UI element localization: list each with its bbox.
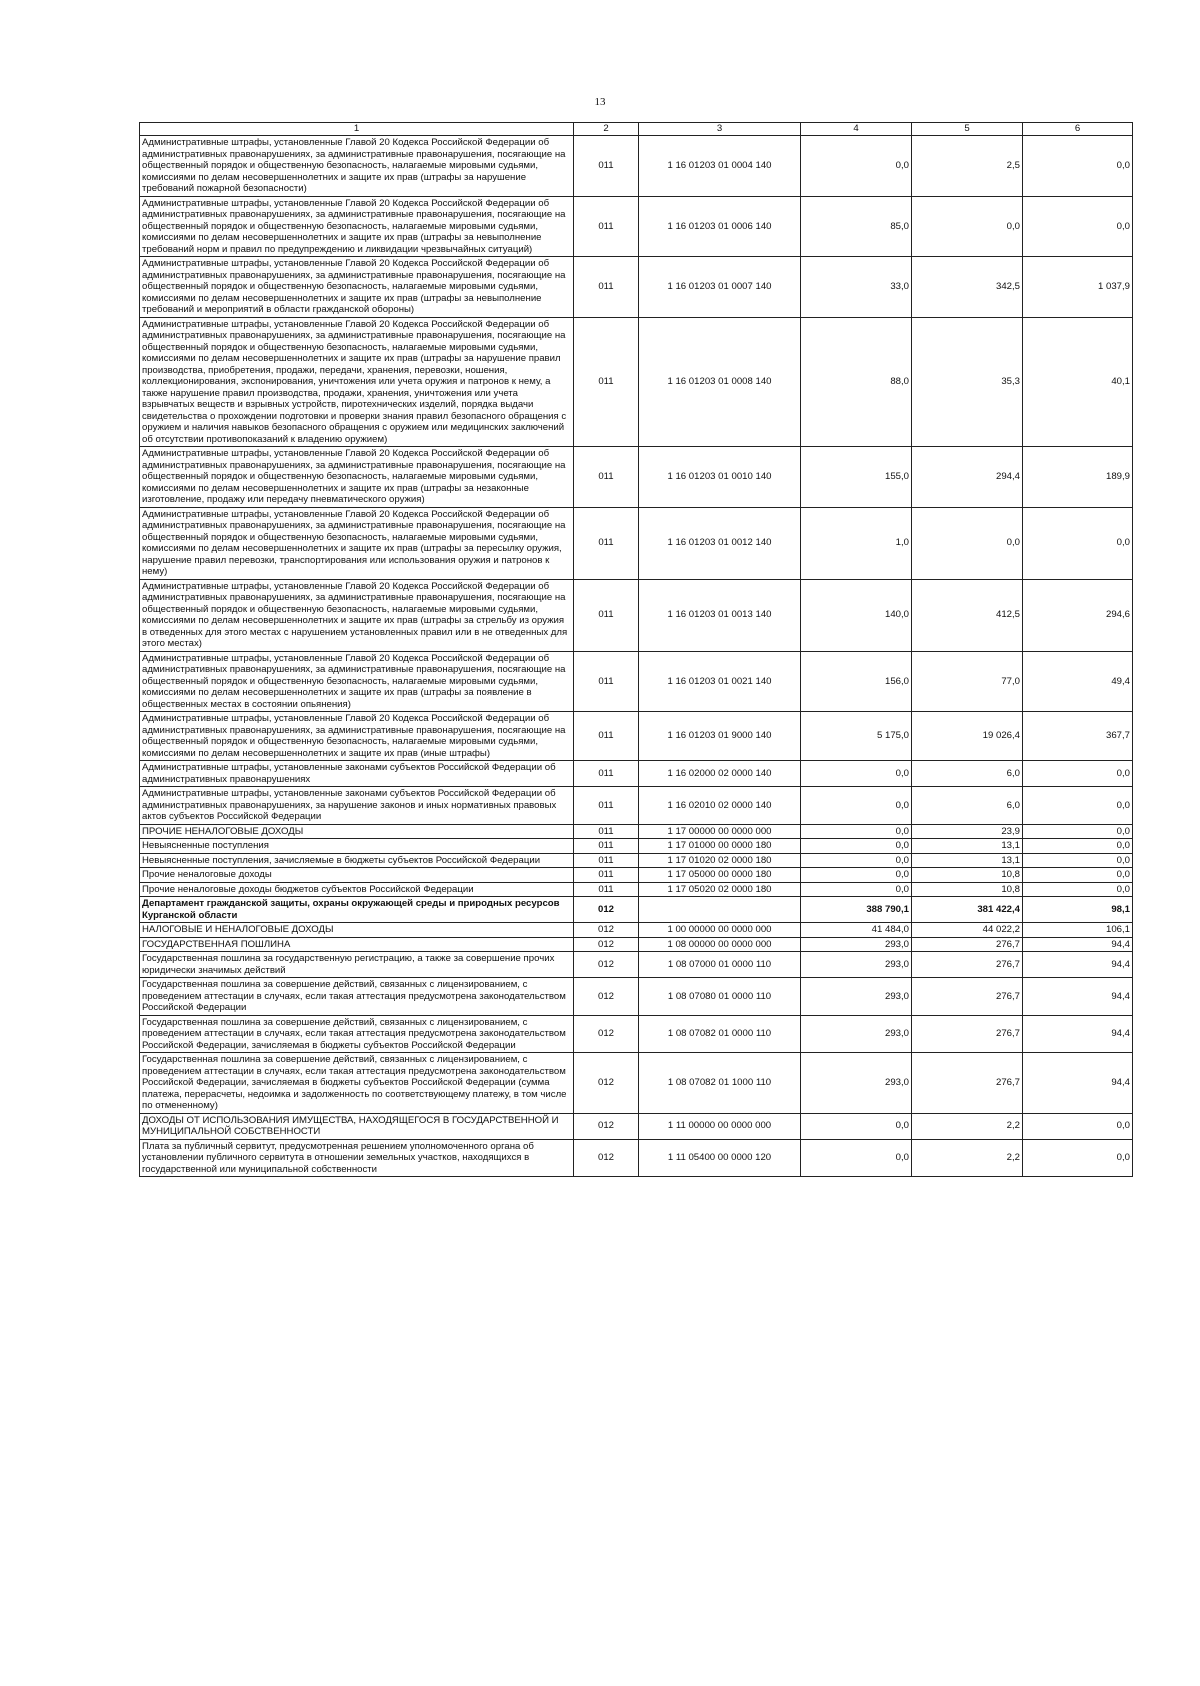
row-name: НАЛОГОВЫЕ И НЕНАЛОГОВЫЕ ДОХОДЫ [140,923,574,938]
header-row [140,123,1133,136]
row-name: Плата за публичный сервитут, предусмотренная решением уполномоченного органа об установлении публичного сервитута в отношении земельных участков, находящихся в государственной или муниципальной собственности [140,1139,574,1177]
table-body [140,136,1133,1177]
row-budget-code: 1 17 01020 02 0000 180 [639,853,801,868]
row-budget-code: 1 16 01203 01 9000 140 [639,712,801,761]
header-col-6: 6 [1023,123,1133,136]
row-admin-code: 011 [574,257,639,318]
header-col-5: 5 [912,123,1023,136]
table-row [140,1139,1133,1177]
row-value-col6: 367,7 [1023,712,1133,761]
table-row [140,839,1133,854]
row-name: Административные штрафы, установленные Главой 20 Кодекса Российской Федерации об административных правонарушениях, за административные правонарушения, посягающие на общественный порядок и общественную безопасность, налагаемые мировыми судьями, комиссиями по делам несовершеннолетних и защите их прав (штрафы за нарушение правил производства, приобретения, продажи, передачи, хранения, перевозки, ношения, коллекционирования, экспонирования, уничтожения или учета оружия и патронов к нему, а также нарушение правил производства, продажи, хранения, уничтожения или учета взрывчатых веществ и взрывных устройств, пиротехнических изделий, порядка выдачи свидетельства о прохождении подготовки и проверки знания правил безопасного обращения с оружием и наличия навыков безопасного обращения с оружием или медицинских заключений об отсутствии противопоказаний к владению оружием) [140,317,574,447]
row-budget-code: 1 16 01203 01 0010 140 [639,447,801,508]
table-row [140,1113,1133,1139]
row-budget-code: 1 17 05000 00 0000 180 [639,868,801,883]
row-admin-code: 012 [574,1015,639,1053]
row-value-col6: 0,0 [1023,839,1133,854]
row-value-col5: 412,5 [912,579,1023,651]
row-value-col5: 381 422,4 [912,897,1023,923]
row-admin-code: 012 [574,978,639,1016]
row-value-col6: 94,4 [1023,1015,1133,1053]
row-admin-code: 011 [574,447,639,508]
header-col-4: 4 [801,123,912,136]
row-value-col4: 293,0 [801,1053,912,1114]
row-value-col4: 0,0 [801,1139,912,1177]
table-row [140,923,1133,938]
table-row [140,507,1133,579]
row-name: Невыясненные поступления, зачисляемые в бюджеты субъектов Российской Федерации [140,853,574,868]
row-name: Государственная пошлина за совершение действий, связанных с лицензированием, с проведением аттестации в случаях, если такая аттестация предусмотрена законодательством Российской Федерации [140,978,574,1016]
row-value-col4: 0,0 [801,824,912,839]
row-value-col5: 276,7 [912,978,1023,1016]
row-admin-code: 012 [574,1113,639,1139]
row-value-col4: 88,0 [801,317,912,447]
row-value-col4: 0,0 [801,882,912,897]
row-name: Административные штрафы, установленные Главой 20 Кодекса Российской Федерации об административных правонарушениях, за административные правонарушения, посягающие на общественный порядок и общественную безопасность, налагаемые мировыми судьями, комиссиями по делам несовершеннолетних и защите их прав (штрафы за нарушение требований пожарной безопасности) [140,136,574,197]
row-admin-code: 011 [574,579,639,651]
row-admin-code: 011 [574,882,639,897]
row-value-col4: 41 484,0 [801,923,912,938]
row-value-col4: 388 790,1 [801,897,912,923]
row-budget-code: 1 16 02010 02 0000 140 [639,787,801,825]
row-value-col5: 6,0 [912,761,1023,787]
header-col-2: 2 [574,123,639,136]
row-name: Административные штрафы, установленные Главой 20 Кодекса Российской Федерации об административных правонарушениях, за административные правонарушения, посягающие на общественный порядок и общественную безопасность, налагаемые мировыми судьями, комиссиями по делам несовершеннолетних и защите их прав (штрафы за незаконные изготовление, продажу или передачу пневматического оружия) [140,447,574,508]
row-name: Административные штрафы, установленные Главой 20 Кодекса Российской Федерации об административных правонарушениях, за административные правонарушения, посягающие на общественный порядок и общественную безопасность, налагаемые мировыми судьями, комиссиями по делам несовершеннолетних и защите их прав (штрафы за пересылку оружия, нарушение правил перевозки, транспортирования или использования оружия и патронов к нему) [140,507,574,579]
row-value-col6: 94,4 [1023,952,1133,978]
row-value-col6: 0,0 [1023,1139,1133,1177]
table-row [140,1053,1133,1114]
row-value-col4: 5 175,0 [801,712,912,761]
page-number: 13 [594,96,606,108]
table-row [140,761,1133,787]
row-value-col6: 0,0 [1023,787,1133,825]
row-budget-code: 1 16 01203 01 0006 140 [639,196,801,257]
row-budget-code: 1 17 00000 00 0000 000 [639,824,801,839]
row-value-col4: 140,0 [801,579,912,651]
row-budget-code: 1 17 05020 02 0000 180 [639,882,801,897]
row-admin-code: 011 [574,761,639,787]
row-name: Прочие неналоговые доходы [140,868,574,883]
row-value-col5: 0,0 [912,507,1023,579]
row-value-col5: 276,7 [912,1015,1023,1053]
row-value-col6: 0,0 [1023,507,1133,579]
row-name: Государственная пошлина за совершение действий, связанных с лицензированием, с проведением аттестации в случаях, если такая аттестация предусмотрена законодательством Российской Федерации, зачисляемая в бюджеты субъектов Российской Федерации (сумма платежа, перерасчеты, недоимка и задолженность по соответствующему платежу, в том числе по отмененному) [140,1053,574,1114]
row-budget-code: 1 16 01203 01 0004 140 [639,136,801,197]
table-row [140,712,1133,761]
row-value-col5: 6,0 [912,787,1023,825]
row-value-col6: 1 037,9 [1023,257,1133,318]
row-value-col5: 294,4 [912,447,1023,508]
row-value-col4: 156,0 [801,651,912,712]
header-col-3: 3 [639,123,801,136]
row-value-col4: 85,0 [801,196,912,257]
row-admin-code: 011 [574,787,639,825]
row-admin-code: 011 [574,317,639,447]
row-value-col4: 1,0 [801,507,912,579]
row-name: Прочие неналоговые доходы бюджетов субъектов Российской Федерации [140,882,574,897]
row-budget-code: 1 16 01203 01 0007 140 [639,257,801,318]
row-name: ПРОЧИЕ НЕНАЛОГОВЫЕ ДОХОДЫ [140,824,574,839]
row-budget-code: 1 11 00000 00 0000 000 [639,1113,801,1139]
row-name: Административные штрафы, установленные Главой 20 Кодекса Российской Федерации об административных правонарушениях, за административные правонарушения, посягающие на общественный порядок и общественную безопасность, налагаемые мировыми судьями, комиссиями по делам несовершеннолетних и защите их прав (штрафы за невыполнение требований норм и правил по предупреждению и ликвидации чрезвычайных ситуаций) [140,196,574,257]
row-budget-code: 1 00 00000 00 0000 000 [639,923,801,938]
row-value-col6: 0,0 [1023,196,1133,257]
row-value-col5: 77,0 [912,651,1023,712]
row-budget-code [639,897,801,923]
row-budget-code: 1 08 00000 00 0000 000 [639,937,801,952]
row-value-col6: 0,0 [1023,824,1133,839]
row-value-col6: 49,4 [1023,651,1133,712]
table-row [140,978,1133,1016]
table-row [140,868,1133,883]
row-value-col5: 10,8 [912,882,1023,897]
row-name: Государственная пошлина за совершение действий, связанных с лицензированием, с проведением аттестации в случаях, если такая аттестация предусмотрена законодательством Российской Федерации, зачисляемая в бюджеты субъектов Российской Федерации [140,1015,574,1053]
row-admin-code: 012 [574,897,639,923]
row-value-col4: 0,0 [801,853,912,868]
row-name: Административные штрафы, установленные Главой 20 Кодекса Российской Федерации об административных правонарушениях, за административные правонарушения, посягающие на общественный порядок и общественную безопасность, налагаемые мировыми судьями, комиссиями по делам несовершеннолетних и защите их прав (иные штрафы) [140,712,574,761]
row-budget-code: 1 08 07080 01 0000 110 [639,978,801,1016]
row-name: Административные штрафы, установленные законами субъектов Российской Федерации об административных правонарушениях [140,761,574,787]
row-value-col6: 0,0 [1023,882,1133,897]
row-budget-code: 1 16 01203 01 0013 140 [639,579,801,651]
row-value-col5: 342,5 [912,257,1023,318]
row-value-col5: 276,7 [912,952,1023,978]
row-name: Невыясненные поступления [140,839,574,854]
row-value-col6: 0,0 [1023,868,1133,883]
row-admin-code: 011 [574,853,639,868]
table-row [140,136,1133,197]
row-admin-code: 012 [574,1053,639,1114]
row-value-col5: 2,2 [912,1113,1023,1139]
row-value-col6: 189,9 [1023,447,1133,508]
row-budget-code: 1 16 01203 01 0021 140 [639,651,801,712]
row-value-col6: 94,4 [1023,1053,1133,1114]
row-admin-code: 011 [574,712,639,761]
row-value-col4: 293,0 [801,952,912,978]
row-value-col6: 98,1 [1023,897,1133,923]
table-row [140,937,1133,952]
row-value-col5: 2,2 [912,1139,1023,1177]
row-admin-code: 012 [574,1139,639,1177]
row-budget-code: 1 16 01203 01 0012 140 [639,507,801,579]
row-admin-code: 012 [574,923,639,938]
row-value-col6: 40,1 [1023,317,1133,447]
row-name: Департамент гражданской защиты, охраны окружающей среды и природных ресурсов Курганской области [140,897,574,923]
table-row [140,882,1133,897]
revenue-table [139,122,1133,1177]
table-row [140,447,1133,508]
row-value-col5: 0,0 [912,196,1023,257]
row-name: ГОСУДАРСТВЕННАЯ ПОШЛИНА [140,937,574,952]
row-value-col4: 293,0 [801,937,912,952]
row-budget-code: 1 08 07000 01 0000 110 [639,952,801,978]
row-value-col5: 276,7 [912,937,1023,952]
table-row [140,579,1133,651]
table-row [140,1015,1133,1053]
row-value-col4: 0,0 [801,136,912,197]
row-budget-code: 1 08 07082 01 1000 110 [639,1053,801,1114]
row-name: Административные штрафы, установленные Главой 20 Кодекса Российской Федерации об административных правонарушениях, за административные правонарушения, посягающие на общественный порядок и общественную безопасность, налагаемые мировыми судьями, комиссиями по делам несовершеннолетних и защите их прав (штрафы за стрельбу из оружия в отведенных для этого местах с нарушением установленных правил или в не отведенных для этого местах) [140,579,574,651]
row-name: Административные штрафы, установленные Главой 20 Кодекса Российской Федерации об административных правонарушениях, за административные правонарушения, посягающие на общественный порядок и общественную безопасность, налагаемые мировыми судьями, комиссиями по делам несовершеннолетних и защите их прав (штрафы за невыполнение требований и мероприятий в области гражданской обороны) [140,257,574,318]
table-row [140,257,1133,318]
row-budget-code: 1 17 01000 00 0000 180 [639,839,801,854]
row-value-col6: 0,0 [1023,761,1133,787]
row-value-col4: 155,0 [801,447,912,508]
table-row [140,787,1133,825]
row-value-col5: 13,1 [912,853,1023,868]
row-budget-code: 1 08 07082 01 0000 110 [639,1015,801,1053]
row-value-col4: 0,0 [801,839,912,854]
row-value-col5: 23,9 [912,824,1023,839]
row-value-col6: 94,4 [1023,937,1133,952]
row-value-col4: 293,0 [801,1015,912,1053]
table-row [140,651,1133,712]
table-row [140,952,1133,978]
header-col-1: 1 [140,123,574,136]
row-value-col4: 0,0 [801,868,912,883]
row-name: Административные штрафы, установленные законами субъектов Российской Федерации об административных правонарушениях, за нарушение законов и иных нормативных правовых актов субъектов Российской Федерации [140,787,574,825]
row-admin-code: 011 [574,868,639,883]
row-name: ДОХОДЫ ОТ ИСПОЛЬЗОВАНИЯ ИМУЩЕСТВА, НАХОДЯЩЕГОСЯ В ГОСУДАРСТВЕННОЙ И МУНИЦИПАЛЬНОЙ СОБСТВЕННОСТИ [140,1113,574,1139]
table-row [140,824,1133,839]
row-value-col6: 0,0 [1023,136,1133,197]
row-admin-code: 011 [574,651,639,712]
row-name: Административные штрафы, установленные Главой 20 Кодекса Российской Федерации об административных правонарушениях, за административные правонарушения, посягающие на общественный порядок и общественную безопасность, налагаемые мировыми судьями, комиссиями по делам несовершеннолетних и защите их прав (штрафы за появление в общественных местах в состоянии опьянения) [140,651,574,712]
row-budget-code: 1 11 05400 00 0000 120 [639,1139,801,1177]
row-value-col4: 0,0 [801,761,912,787]
row-value-col5: 2,5 [912,136,1023,197]
row-admin-code: 011 [574,196,639,257]
row-value-col5: 276,7 [912,1053,1023,1114]
row-value-col4: 0,0 [801,787,912,825]
row-admin-code: 011 [574,507,639,579]
table-row [140,317,1133,447]
row-admin-code: 011 [574,136,639,197]
row-budget-code: 1 16 02000 02 0000 140 [639,761,801,787]
row-value-col5: 19 026,4 [912,712,1023,761]
row-value-col5: 35,3 [912,317,1023,447]
row-admin-code: 011 [574,824,639,839]
row-value-col6: 0,0 [1023,1113,1133,1139]
table-row [140,897,1133,923]
row-value-col6: 294,6 [1023,579,1133,651]
row-admin-code: 011 [574,839,639,854]
row-value-col4: 33,0 [801,257,912,318]
row-value-col5: 10,8 [912,868,1023,883]
row-value-col6: 0,0 [1023,853,1133,868]
table-row [140,853,1133,868]
row-value-col5: 13,1 [912,839,1023,854]
row-value-col4: 0,0 [801,1113,912,1139]
row-value-col6: 106,1 [1023,923,1133,938]
table-row [140,196,1133,257]
row-value-col5: 44 022,2 [912,923,1023,938]
row-admin-code: 012 [574,937,639,952]
row-name: Государственная пошлина за государственную регистрацию, а также за совершение прочих юридически значимых действий [140,952,574,978]
row-admin-code: 012 [574,952,639,978]
row-budget-code: 1 16 01203 01 0008 140 [639,317,801,447]
row-value-col4: 293,0 [801,978,912,1016]
row-value-col6: 94,4 [1023,978,1133,1016]
